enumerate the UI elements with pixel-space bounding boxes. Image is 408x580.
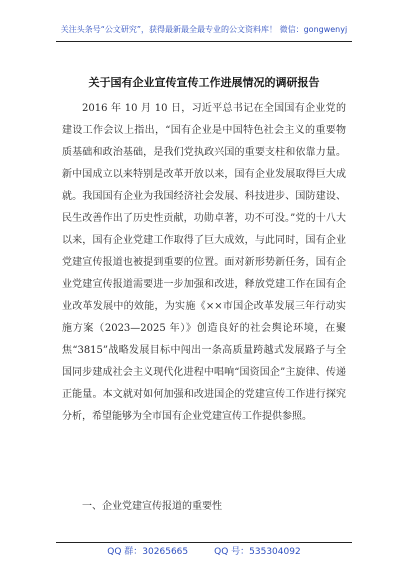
section-heading: 一、企业党建宣传报道的重要性 xyxy=(82,501,222,512)
header-banner: 关注头条号“公文研究”，获得最新最全最专业的公文资料库！ 微信：gongwenyj xyxy=(60,25,348,34)
document-body xyxy=(62,98,346,428)
header-divider xyxy=(56,41,352,42)
body-paragraph: 2016 年 10 月 10 日，习近平总书记在全国国有企业党的建设工作会议上指出，“国有企业是中国特色社会主义的重要物质基础和政治基础，是我们党执政兴国的重要支柱和依靠力量。新中国成立以来特别是改革开放以来，国有企业发展取得巨大成就。我国国有企业为我国经济社会发展、科技进步、国防建设、民生改善作出了历史性贡献，功勋卓著，功不可没。”党的十八大以来，国有企业党建工作取得了巨大成效，与此同时，国有企业党建宣传报道也被提到重要的位置。面对新形势新任务，国有企业党建宣传报道需要进一步加强和改进，释放党建工作在国有企业改革发展中的效能，为实施《××市国企改革发展三年行动实施方案（2023—2025 年）》创造良好的社会舆论环境，在聚焦“3815”战略发展目标中闯出一条高质量跨越式发展路子与全国同步建成社会主义现代化进程中唱响“国资国企”主旋律、传递正能量。本文就对如何加强和改进国企的党建宣传工作进行探究分析，希望能够为全市国有企业党建宣传工作提供参照。 xyxy=(62,103,346,422)
document-title: 关于国有企业宣传宣传工作进展情况的调研报告 xyxy=(88,76,320,89)
footer-qq-group: QQ 群：30265665 xyxy=(107,547,189,557)
footer-divider xyxy=(56,542,352,543)
footer-qq-number: QQ 号：535304092 xyxy=(214,547,301,557)
footer-contact xyxy=(0,546,408,558)
